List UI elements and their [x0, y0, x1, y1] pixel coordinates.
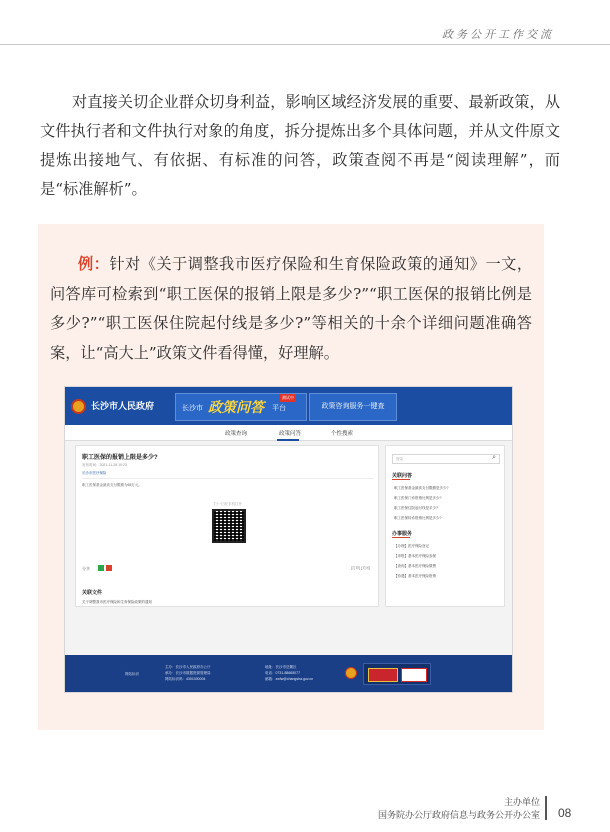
wechat-icon	[98, 565, 104, 571]
footer-line: 电话：0731-88665077	[265, 671, 301, 675]
nav-active-indicator	[277, 439, 299, 441]
footer-info-col-2	[265, 664, 313, 682]
body-paragraph: 对直接关切企业群众切身利益，影响区域经济发展的重要、最新政策，从文件执行者和文件执行对象的角度，拆分提炼出多个具体问题，并从文件原文提炼出接地气、有依据、有标准的问答，政策查阅不再是“阅读理解”，而是“标准解析”。	[40, 93, 560, 198]
sidebar-panel	[385, 445, 505, 607]
question-tag: 长沙市医疗保险	[82, 471, 107, 475]
consult-banner: 政策咨询服务一键查	[309, 393, 397, 421]
side-search-box	[392, 454, 500, 464]
footer-badge-label: 网站标识	[125, 672, 139, 676]
footer-line: 网站标识码：4301000004	[165, 677, 206, 681]
gov-site-badge-icon	[368, 668, 398, 682]
card-divider	[82, 478, 374, 479]
example-paragraph	[50, 250, 532, 368]
nav-item-policy-qa: 政策问答	[279, 431, 302, 437]
qr-code-icon	[212, 509, 246, 543]
side-related-item: 职工医保门诊报销比例是多少?	[394, 496, 442, 500]
related-file-item: 关于调整我市医疗保险和生育保险政策的通知	[82, 600, 152, 604]
footer-line: 承办：长沙市数据资源管理局	[165, 671, 211, 675]
question-card	[75, 445, 379, 607]
example-body: 针对《关于调整我市医疗保险和生育保险政策的通知》一文，问答库可检索到“职工医保的报销上限是多少?”“职工医保的报销比例是多少?”“职工医保住院起付线是多少?”等相关的十余个详细问题准确答案，让“高大上”政策文件看得懂，好理解。	[50, 255, 532, 362]
footer-info-col-1	[165, 664, 211, 682]
print-close-links: [打印] [关闭]	[351, 566, 370, 570]
side-related-item: 职工医保转诊报销比例是多少?	[394, 516, 442, 520]
side-service-item: 【待遇】基本医疗保险报销	[394, 574, 436, 578]
sponsor-name: 国务院办公厅政府信息与政务公开办公室	[377, 810, 540, 820]
footer-line: 邮箱：zwfw@changsha.gov.cn	[265, 677, 314, 681]
portal-name: 政策问答	[208, 399, 264, 415]
side-related-title: 关联问答	[392, 473, 413, 479]
side-title-underline	[392, 479, 410, 480]
side-service-item: 【查询】基本医疗保险缴费	[394, 564, 436, 568]
related-files-title: 关联文件	[82, 590, 103, 596]
site-header	[65, 387, 513, 425]
website-screenshot	[64, 386, 513, 693]
qr-label: 扫一扫在手机打开	[214, 502, 242, 506]
weibo-icon	[106, 565, 112, 571]
section-header-title: 政务公开工作交流	[442, 28, 554, 41]
share-label: 分享	[82, 566, 90, 571]
sponsor-label: 主办单位	[503, 797, 540, 807]
site-brand: 长沙市人民政府	[91, 401, 155, 411]
footer-line: 地址：长沙市岳麓区	[265, 665, 297, 669]
question-title: 职工医保的报销上限是多少?	[82, 455, 158, 461]
side-service-title: 办事服务	[392, 531, 413, 537]
site-nav	[65, 425, 513, 441]
footer-line: 主办：长沙市人民政府办公厅	[165, 665, 211, 669]
side-search-placeholder: 搜索	[396, 457, 403, 461]
portal-banner	[175, 393, 307, 421]
side-service-item: 【申报】基本医疗保险参保	[394, 554, 436, 558]
nav-item-policy-search: 政策查询	[225, 431, 248, 437]
side-service-item: 【办理】医疗保险登记	[394, 544, 429, 548]
side-related-item: 职工医保基金最高支付限额是多少?	[394, 486, 449, 490]
error-report-badge-icon	[401, 668, 427, 682]
portal-suffix: 平台	[272, 405, 286, 412]
footer-badges	[363, 663, 431, 685]
side-related-item: 职工医保住院起付线是多少?	[394, 506, 438, 510]
emblem-icon	[71, 399, 86, 414]
portal-badge: 测试中	[282, 395, 294, 400]
page-number: 08	[558, 806, 572, 820]
emblem-icon	[345, 667, 357, 679]
header-divider	[0, 44, 610, 45]
side-title-underline	[392, 537, 410, 538]
search-icon: ⌕	[492, 454, 496, 461]
example-label: 例：	[78, 255, 110, 273]
site-footer	[65, 655, 513, 693]
nav-item-personal-search: 个性搜索	[331, 431, 354, 437]
question-meta: 发布时间：2021-11-26 10:23	[82, 463, 127, 467]
answer-text: 职工医保基金最高支付限额为65万元。	[82, 483, 142, 487]
footer-divider	[545, 796, 547, 820]
portal-city: 长沙市	[182, 405, 203, 412]
